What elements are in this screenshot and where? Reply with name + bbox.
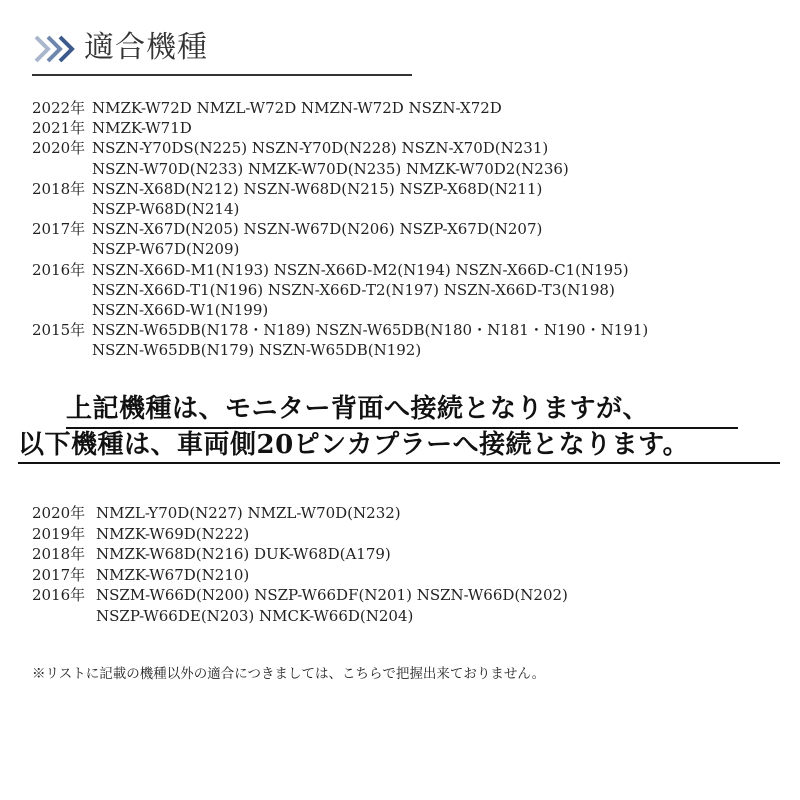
list-item xyxy=(32,503,772,524)
notice-underline-1 xyxy=(66,427,738,429)
list-item xyxy=(32,98,772,118)
model-list-text: NSZM-W66D(N200) NSZP-W66DF(N201) NSZN-W66D(N202) xyxy=(96,586,568,604)
model-list-text: NSZN-X66D-W1(N199) xyxy=(92,300,269,319)
connection-notice xyxy=(0,392,800,464)
model-list-text: NMZK-W72D NMZL-W72D NMZN-W72D NSZN-X72D xyxy=(92,99,502,117)
model-list-text: NMZK-W71D xyxy=(92,119,192,138)
model-list-text: NSZN-Y70DS(N225) NSZN-Y70D(N228) NSZN-X70D(N231) xyxy=(92,139,549,158)
list-item xyxy=(32,159,772,179)
year-label: 2015年 xyxy=(32,321,86,340)
list-item xyxy=(32,300,772,320)
model-list-text: NSZP-W66DE(N203) NMCK-W66D(N204) xyxy=(96,606,414,625)
model-list-text: NMZK-W68D(N216) DUK-W68D(A179) xyxy=(96,545,391,563)
year-label: 2017年 xyxy=(32,565,86,584)
year-label: 2018年 xyxy=(32,545,86,563)
list-item xyxy=(32,340,772,360)
notice-underline-2 xyxy=(18,462,780,464)
list-item xyxy=(32,524,772,545)
coupler-model-list xyxy=(32,503,772,626)
year-label: 2021年 xyxy=(32,119,86,138)
model-list-text: NSZN-W65DB(N179) NSZN-W65DB(N192) xyxy=(92,341,422,360)
page-title: 適合機種 xyxy=(84,30,208,65)
monitor-model-list xyxy=(32,98,772,360)
year-label: 2016年 xyxy=(32,260,86,279)
model-list-text: NSZP-W67D(N209) xyxy=(92,240,240,259)
list-item xyxy=(32,280,772,300)
list-item xyxy=(32,585,772,606)
footnote: ※リストに記載の機種以外の適合につきましては、こちらで把握出来ておりません。 xyxy=(32,666,546,682)
double-chevron-right-icon xyxy=(32,34,78,64)
model-list-text: NSZN-X67D(N205) NSZN-W67D(N206) NSZP-X67D(N207) xyxy=(92,220,543,239)
year-label: 2019年 xyxy=(32,524,86,543)
list-item xyxy=(32,179,772,199)
list-item xyxy=(32,118,772,138)
model-list-text: NMZK-W67D(N210) xyxy=(96,565,250,584)
list-item xyxy=(32,199,772,219)
list-item xyxy=(32,606,772,627)
year-label: 2017年 xyxy=(32,220,86,239)
notice-line-1: 上記機種は、モニター背面へ接続となりますが、 xyxy=(66,394,650,424)
model-list-text: NSZP-W68D(N214) xyxy=(92,199,240,218)
model-list-text: NSZN-W65DB(N178・N189) NSZN-W65DB(N180・N181・N190・N191) xyxy=(92,321,649,340)
model-list-text: NSZN-X66D-M1(N193) NSZN-X66D-M2(N194) NSZN-X66D-C1(N195) xyxy=(92,260,629,279)
year-label: 2022年 xyxy=(32,99,86,117)
list-item xyxy=(32,565,772,586)
notice-line-2: 以下機種は、車両側20ピンカプラーへ接続となります。 xyxy=(18,430,690,460)
title-underline xyxy=(32,74,412,76)
model-list-text: NSZN-X66D-T1(N196) NSZN-X66D-T2(N197) NSZN-X66D-T3(N198) xyxy=(92,280,615,299)
model-list-text: NMZL-Y70D(N227) NMZL-W70D(N232) xyxy=(96,504,401,522)
year-label: 2020年 xyxy=(32,504,86,522)
list-item xyxy=(32,260,772,280)
list-item xyxy=(32,239,772,259)
list-item xyxy=(32,138,772,158)
model-list-text: NMZK-W69D(N222) xyxy=(96,524,250,543)
list-item xyxy=(32,544,772,565)
model-list-text: NSZN-X68D(N212) NSZN-W68D(N215) NSZP-X68D(N211) xyxy=(92,179,543,198)
model-list-text: NSZN-W70D(N233) NMZK-W70D(N235) NMZK-W70D2(N236) xyxy=(92,159,569,178)
year-label: 2016年 xyxy=(32,586,86,604)
section-header xyxy=(32,28,412,80)
year-label: 2018年 xyxy=(32,179,86,198)
year-label: 2020年 xyxy=(32,139,86,158)
list-item xyxy=(32,219,772,239)
list-item xyxy=(32,320,772,340)
